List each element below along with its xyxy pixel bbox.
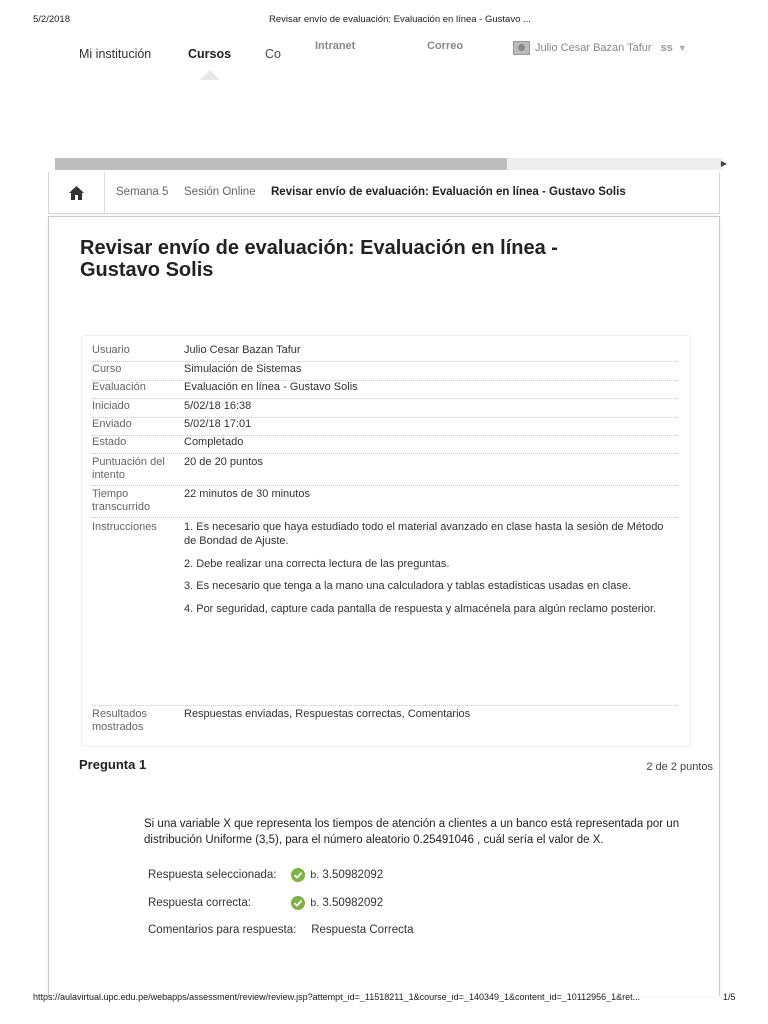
- page-number: 1/5: [723, 992, 736, 1002]
- info-label: Iniciado: [92, 400, 130, 412]
- correct-answer: [148, 896, 383, 910]
- tab-cursos[interactable]: Cursos: [188, 47, 232, 61]
- question-title: Pregunta 1: [79, 757, 147, 772]
- home-icon: [69, 186, 84, 200]
- attempt-info-table: [81, 335, 691, 747]
- scroll-right-icon[interactable]: ▶: [720, 159, 727, 168]
- user-menu[interactable]: [513, 41, 687, 55]
- selected-answer-label: Respuesta seleccionada:: [148, 869, 277, 882]
- info-label: Instrucciones: [92, 521, 157, 533]
- instructions-list: [184, 521, 674, 626]
- info-value: Simulación de Sistemas: [184, 363, 302, 375]
- info-value: 20 de 20 puntos: [184, 456, 263, 468]
- info-row-enviado: [92, 418, 678, 436]
- link-correo[interactable]: Correo: [427, 40, 464, 52]
- avatar: [513, 41, 530, 55]
- instruction-item: 2. Debe realizar una correcta lectura de las preguntas.: [184, 557, 450, 570]
- top-navigation: [0, 40, 768, 80]
- tab-truncated[interactable]: Co: [265, 47, 281, 61]
- breadcrumb-item-current: Revisar envío de evaluación: Evaluación en línea - Gustavo Solis: [271, 186, 626, 198]
- check-icon: [291, 868, 305, 882]
- scrollbar-thumb[interactable]: [55, 158, 507, 170]
- info-row-iniciado: [92, 400, 678, 418]
- selected-answer: [148, 868, 383, 882]
- print-date: 5/2/2018: [33, 14, 70, 25]
- info-row-tiempo: [92, 488, 678, 518]
- page-title: Revisar envío de evaluación: Evaluación en línea - Gustavo Solis: [80, 237, 558, 281]
- active-tab-indicator: [200, 70, 220, 80]
- answer-letter: b.: [310, 897, 320, 910]
- info-value: Julio Cesar Bazan Tafur: [184, 344, 301, 356]
- main-content: [48, 216, 720, 996]
- selected-answer-value: 3.50982092: [322, 869, 384, 882]
- question-text: Si una variable X que representa los tiempos de atención a clientes a un banco está representada por un distribución Uniforme (3,5), para el número aleatorio 0.25491046 , cuál sería el valor de X.: [144, 818, 680, 846]
- info-label: Evaluación: [92, 381, 146, 393]
- info-value: 22 minutos de 30 minutos: [184, 488, 310, 500]
- info-label: Curso: [92, 363, 122, 375]
- info-row-puntuacion: [92, 456, 678, 486]
- comments-label: Comentarios para respuesta:: [148, 924, 297, 936]
- chevron-down-icon: ▼: [677, 43, 687, 53]
- print-title: Revisar envío de evaluación: Evaluación en línea - Gustavo ...: [269, 14, 531, 25]
- info-value: Completado: [184, 436, 244, 448]
- info-row-instrucciones: [92, 521, 678, 706]
- answer-comments: [148, 924, 413, 936]
- info-label: Tiempo transcurrido: [92, 488, 151, 513]
- instruction-item: 3. Es necesario que tenga a la mano una calculadora y tablas estadisticas usadas en clase.: [184, 580, 631, 593]
- check-icon: [291, 896, 305, 910]
- info-value: Respuestas enviadas, Respuestas correctas, Comentarios: [184, 708, 471, 720]
- link-intranet[interactable]: Intranet: [315, 40, 356, 52]
- info-label: Usuario: [92, 344, 130, 356]
- user-name: Julio Cesar Bazan Tafur: [535, 42, 652, 54]
- instruction-item: 4. Por seguridad, capture cada pantalla de respuesta y almacénela para algún reclamo posterior.: [184, 603, 657, 615]
- breadcrumb-item-sesion[interactable]: Sesión Online: [184, 186, 256, 198]
- info-label: Puntuación del intento: [92, 456, 165, 481]
- notification-badge: ss: [660, 42, 673, 54]
- breadcrumb: [48, 172, 720, 214]
- answer-letter: b.: [310, 869, 320, 882]
- info-row-resultados: [92, 708, 678, 738]
- info-row-estado: [92, 436, 678, 454]
- info-value: Evaluación en línea - Gustavo Solis: [184, 381, 358, 393]
- info-label: Resultados mostrados: [92, 708, 148, 733]
- info-row-evaluacion: [92, 381, 678, 399]
- info-row-curso: [92, 363, 678, 381]
- page-url: https://aulavirtual.upc.edu.pe/webapps/assessment/review/review.jsp?attempt_id=_11518211_1&course_id=_140349_1&content_id=_10112956_1&ret...: [33, 992, 641, 1002]
- info-value: 5/02/18 16:38: [184, 400, 252, 412]
- correct-answer-value: 3.50982092: [322, 897, 384, 910]
- correct-answer-label: Respuesta correcta:: [148, 897, 251, 910]
- info-label: Enviado: [92, 418, 132, 430]
- info-value: 5/02/18 17:01: [184, 418, 252, 430]
- instruction-item: 1. Es necesario que haya estudiado todo el material avanzado en clase hasta la sesión de Método de Bondad de Ajuste.: [184, 521, 664, 547]
- breadcrumb-item-semana[interactable]: Semana 5: [116, 186, 169, 198]
- info-label: Estado: [92, 436, 127, 448]
- tab-mi-institucion[interactable]: Mi institución: [79, 47, 152, 61]
- info-row-usuario: [92, 344, 678, 362]
- comments-value: Respuesta Correcta: [311, 924, 414, 936]
- home-button[interactable]: [49, 172, 105, 213]
- question-points: 2 de 2 puntos: [646, 761, 713, 773]
- horizontal-scrollbar[interactable]: [55, 158, 727, 170]
